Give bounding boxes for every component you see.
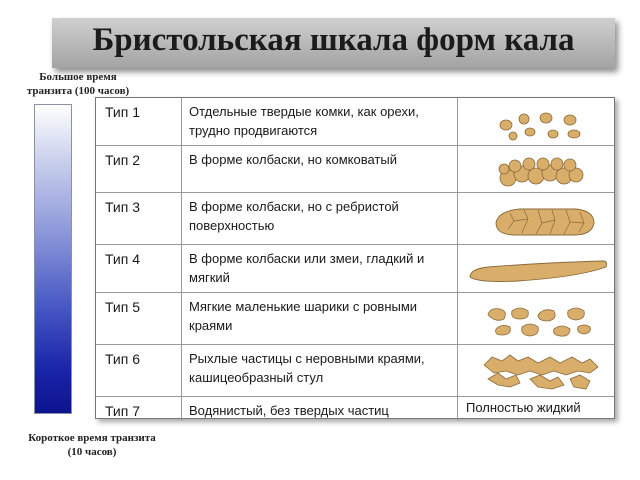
lumpy-sausage-icon <box>458 146 614 193</box>
short-transit-line2: (10 часов) <box>67 446 117 458</box>
liquid-cell <box>458 397 614 421</box>
long-transit-line1: Большое время <box>39 71 117 83</box>
page-title: Бристольская шкала форм кала <box>92 22 575 58</box>
fully-liquid-text: Полностью жидкий <box>466 400 581 415</box>
fluffy-pieces-icon <box>458 345 614 397</box>
long-transit-label <box>8 70 148 98</box>
description-cell: В форме колбаски или змеи, гладкий и мягкий <box>182 245 458 293</box>
soft-blobs-icon <box>458 293 614 345</box>
type-cell: Тип 3 <box>96 193 182 245</box>
table-row-type-4 <box>96 244 614 293</box>
separate-hard-lumps-icon <box>458 98 614 145</box>
table-row-type-6 <box>96 344 614 397</box>
type-cell: Тип 1 <box>96 98 182 145</box>
short-transit-label <box>4 431 180 459</box>
type-cell: Тип 7 <box>96 397 182 421</box>
table-row-type-7 <box>96 396 614 421</box>
smooth-snake-icon <box>458 245 614 293</box>
type-cell: Тип 5 <box>96 293 182 345</box>
description-cell: Водянистый, без твердых частиц <box>182 397 458 421</box>
description-cell: Мягкие маленькие шарики с ровными краями <box>182 293 458 345</box>
cracked-sausage-icon <box>458 193 614 245</box>
type-cell: Тип 6 <box>96 345 182 397</box>
table-row-type-1 <box>96 98 614 145</box>
table-row-type-5 <box>96 292 614 345</box>
table-row-type-2 <box>96 145 614 193</box>
bristol-scale-table <box>95 97 615 419</box>
long-transit-line2: транзита (100 часов) <box>26 85 130 97</box>
transit-time-gradient-bar <box>34 104 72 414</box>
title-banner <box>52 18 615 68</box>
type-cell: Тип 2 <box>96 146 182 193</box>
description-cell: В форме колбаски, но комковатый <box>182 146 458 193</box>
description-cell: Рыхлые частицы с неровными краями, кашицеобразный стул <box>182 345 458 397</box>
table-row-type-3 <box>96 192 614 245</box>
description-cell: Отдельные твердые комки, как орехи, трудно продвигаются <box>182 98 458 145</box>
description-cell: В форме колбаски, но с ребристой поверхностью <box>182 193 458 245</box>
type-cell: Тип 4 <box>96 245 182 293</box>
short-transit-line1: Короткое время транзита <box>28 432 156 444</box>
